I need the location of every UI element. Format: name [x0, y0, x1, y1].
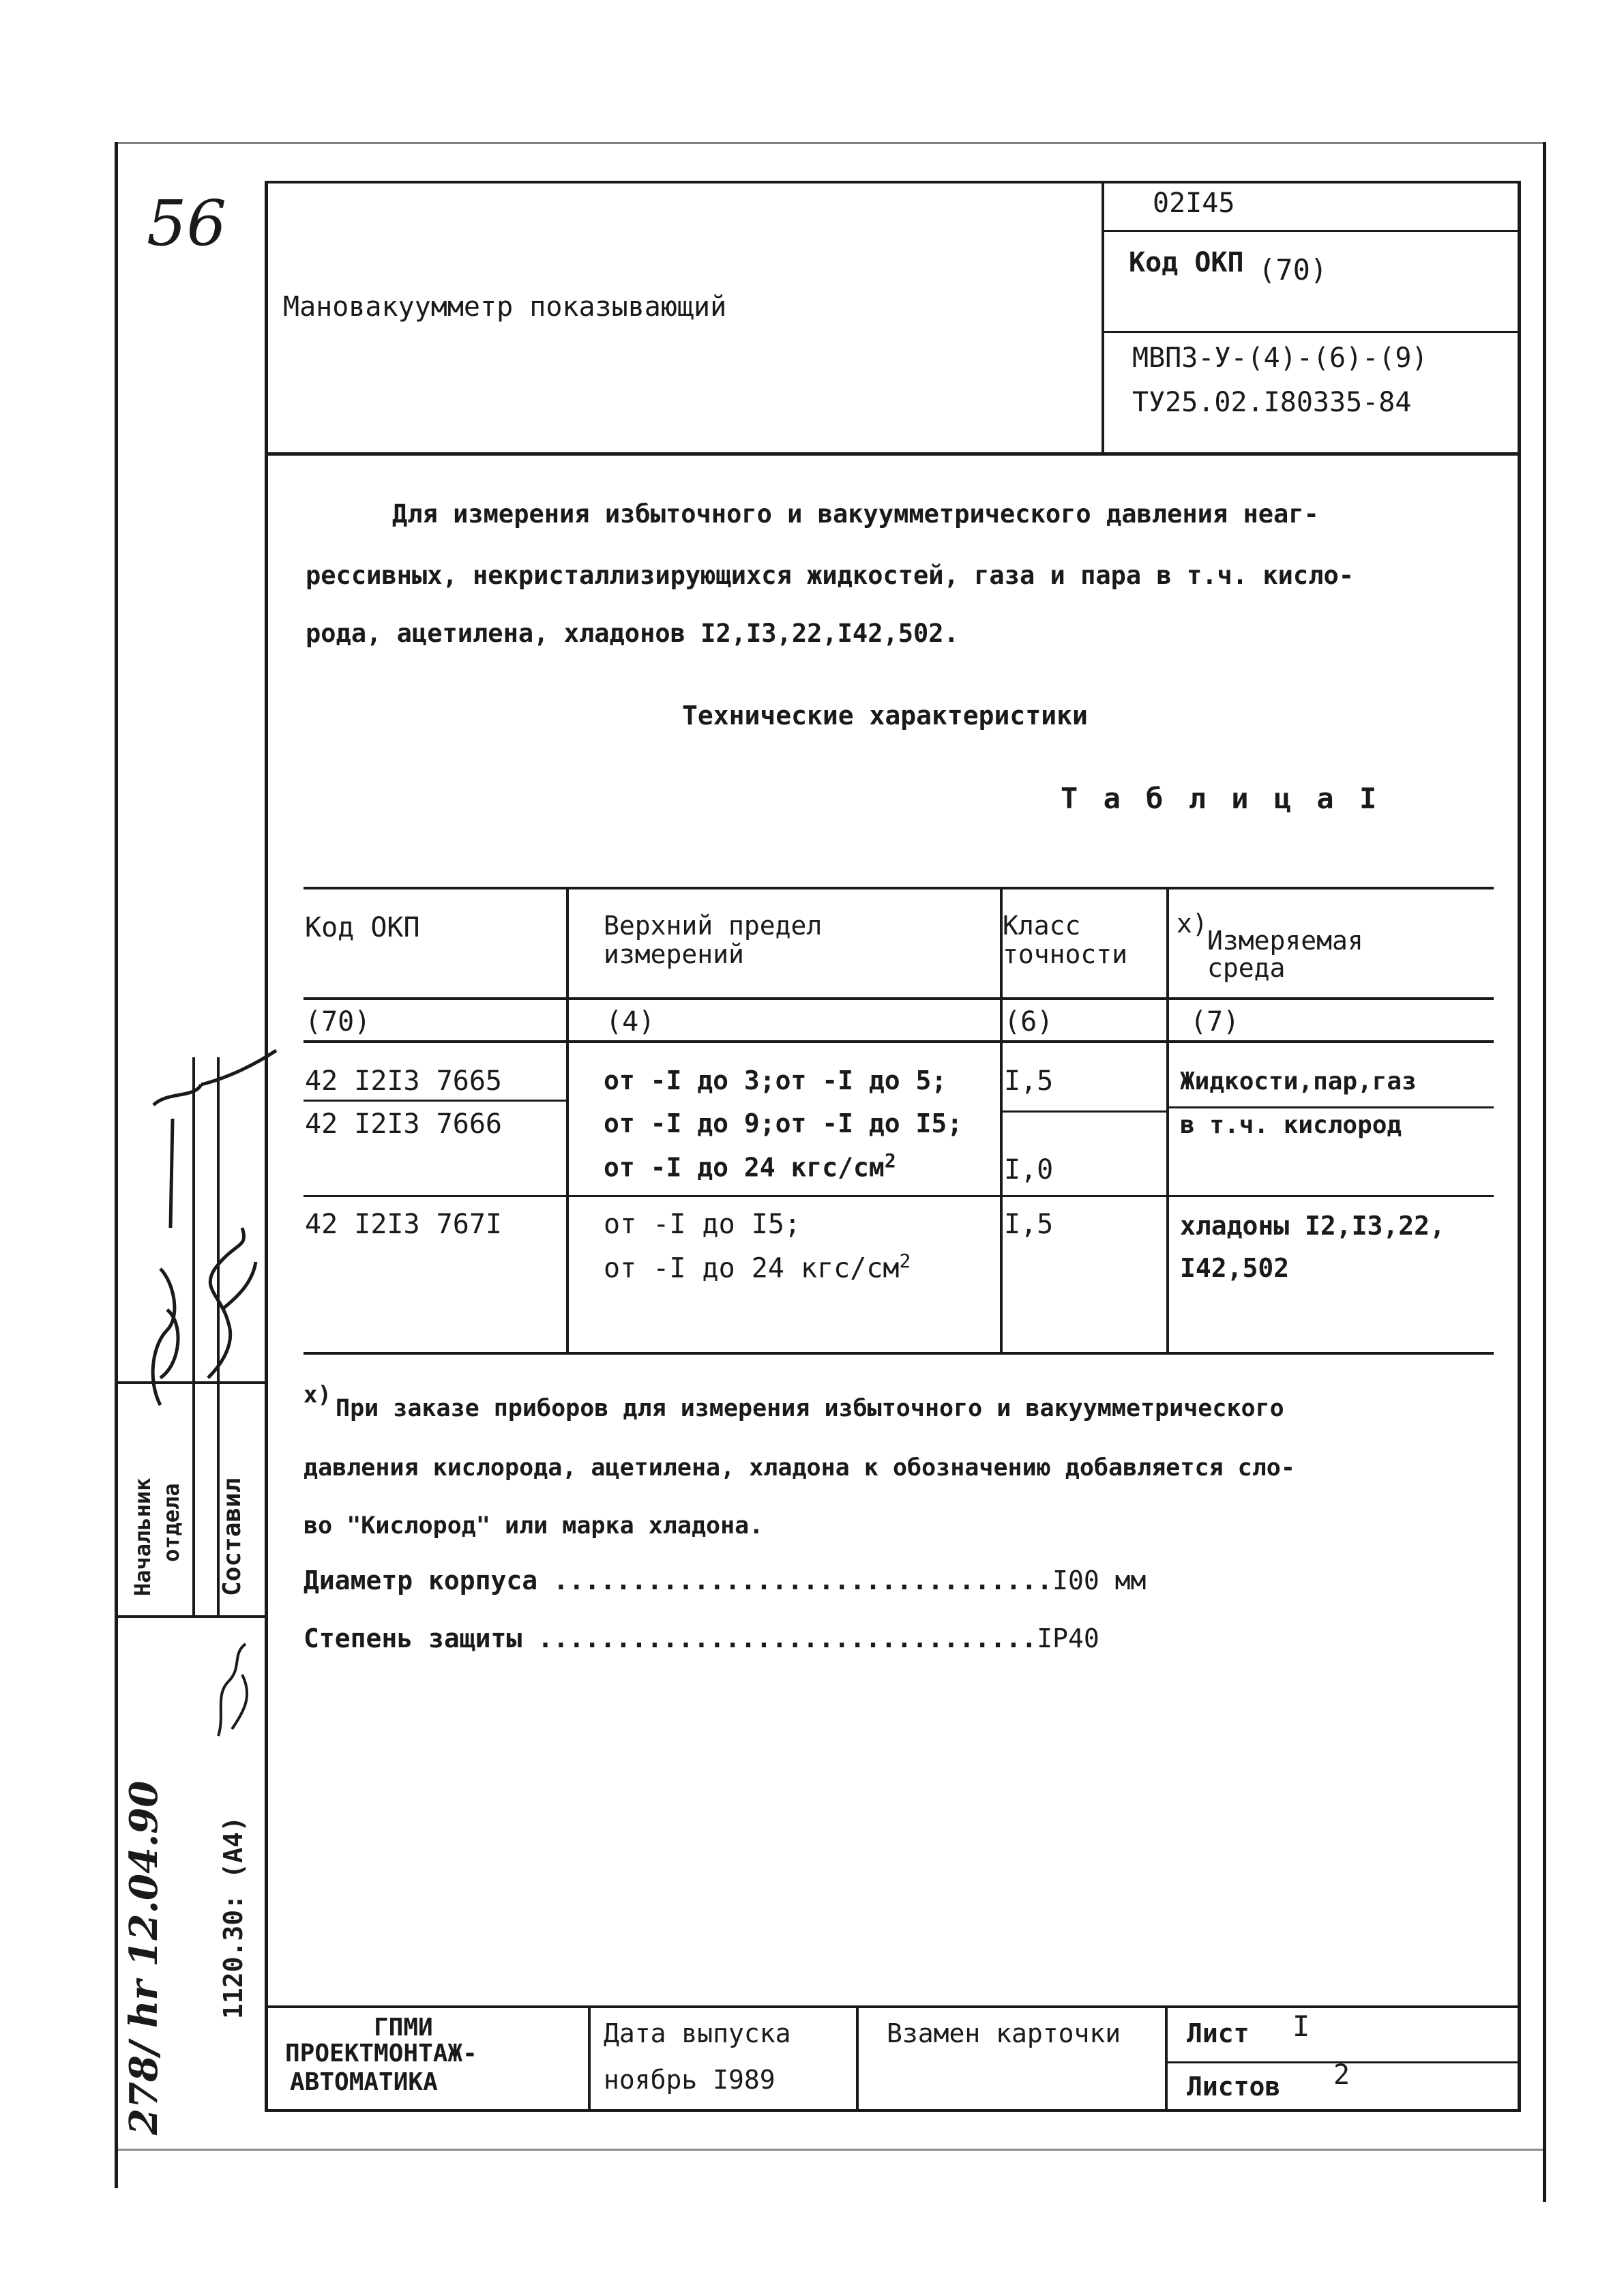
table-group-line [304, 1195, 1494, 1197]
sheet-label: Лист [1187, 2018, 1250, 2048]
release-label: Дата выпуска [604, 2018, 791, 2048]
header-upper-limit-2: измерений [604, 939, 744, 969]
header-row-line-2 [1102, 331, 1521, 333]
row-3-range [604, 1151, 896, 1181]
frame-right-line [1543, 142, 1546, 2202]
frame-bottom-line [115, 2149, 1546, 2151]
table-top-line [304, 887, 1494, 889]
row-1-class: I,5 [1004, 1065, 1054, 1097]
table-caption: Т а б л и ц а I [1061, 782, 1381, 815]
spec-protection [304, 1625, 1099, 1651]
spec-protection-label: Степень защиты [304, 1623, 538, 1653]
row-3-class: I,0 [1004, 1154, 1054, 1186]
stamp-head-label-2: отдела [158, 1483, 184, 1562]
intro-line-2: рессивных, некристаллизирующихся жидкостей, газа и пара в т.ч. кисло- [306, 561, 1355, 590]
frame-left-line [115, 142, 118, 2188]
field-code-6: (6) [1004, 1006, 1054, 1037]
spec-diameter-label: Диаметр корпуса [304, 1565, 554, 1595]
signature-small [205, 1634, 266, 1743]
okp-field: (70) [1258, 253, 1328, 286]
row-3-range-text: от -I до 24 кгс/см [604, 1152, 885, 1183]
release-date: ноябрь I989 [604, 2065, 775, 2095]
footnote-line-1: При заказе приборов для измерения избыточного и вакуумметрического [336, 1395, 1284, 1422]
row-1-range: от -I до 3;от -I до 5; [604, 1065, 947, 1095]
row-4-medium: хладоны I2,I3,22, [1180, 1211, 1445, 1241]
header-bottom-line [265, 452, 1521, 456]
sheets-value: 2 [1333, 2059, 1350, 2091]
frame-top-line [115, 142, 1546, 144]
table-row-line-medium [1166, 1106, 1494, 1108]
row-5-range-sup: 2 [899, 1250, 911, 1272]
org-line-2: ПРОЕКТМОНТАЖ- [285, 2040, 477, 2067]
section-title: Технические характеристики [682, 701, 1088, 731]
table-row-line-1 [304, 1100, 566, 1102]
stamp-compiled-label: Составил [218, 1477, 246, 1596]
field-code-4: (4) [606, 1006, 655, 1037]
spec-diameter [304, 1565, 1147, 1595]
table-col-line-1 [566, 887, 569, 1354]
spec-diameter-value: I00 мм [1052, 1565, 1147, 1595]
field-code-7: (7) [1190, 1006, 1240, 1037]
footer-bottom-line [265, 2109, 1521, 2112]
stamp-head-label-1: Начальник [130, 1477, 156, 1596]
device-title: Мановакуумметр показывающий [283, 291, 727, 323]
card-top-line [265, 181, 1521, 183]
sheets-label: Листов [1187, 2072, 1281, 2102]
spec-protection-dots: ................................ [537, 1623, 1037, 1653]
org-line-1: ГПМИ [374, 2014, 433, 2042]
row-1-code: 42 I2I3 7665 [305, 1065, 502, 1097]
footer-col-line-1 [588, 2005, 591, 2111]
page-number: 56 [147, 187, 227, 260]
header-medium-mark: х) [1177, 909, 1208, 939]
field-code-70: (70) [305, 1006, 371, 1037]
model-designation: МВПЗ-У-(4)-(6)-(9) [1132, 342, 1428, 374]
row-4-range: от -I до I5; [604, 1209, 801, 1240]
table-col-line-3 [1166, 887, 1169, 1354]
intro-line-3: рода, ацетилена, хладонов I2,I3,22,I42,502. [306, 619, 959, 648]
row-2-medium: в т.ч. кислород [1180, 1111, 1402, 1139]
sheet-value: I [1292, 2010, 1310, 2043]
replaces-label: Взамен карточки [887, 2018, 1121, 2048]
row-5-range [604, 1252, 911, 1282]
card-right-line [1518, 181, 1521, 2111]
code-number: 02I45 [1153, 188, 1235, 219]
signature-head [153, 1085, 201, 1405]
header-upper-limit-1: Верхний предел [604, 911, 823, 941]
spec-protection-value: IP40 [1037, 1623, 1099, 1653]
intro-line-1: Для измерения избыточного и вакуумметрического давления неаг- [392, 499, 1319, 529]
table-header-bottom-line [304, 997, 1494, 1000]
row-5-range-text: от -I до 24 кгс/см [604, 1252, 900, 1284]
row-2-code: 42 I2I3 7666 [305, 1108, 502, 1140]
standard-number: ТУ25.02.I80335-84 [1132, 387, 1412, 418]
row-1-medium: Жидкости,пар,газ [1180, 1068, 1417, 1095]
header-row-line-1 [1102, 230, 1521, 232]
footnote-line-2: давления кислорода, ацетилена, хладона к обозначению добавляется сло- [304, 1454, 1295, 1482]
footer-top-line [265, 2005, 1521, 2008]
row-4-code: 42 I2I3 767I [305, 1209, 502, 1240]
registry-note: 278/ hr 12.04.90 [121, 1780, 166, 2135]
org-line-3: АВТОМАТИКА [290, 2068, 438, 2096]
header-medium-1: Измеряемая [1207, 926, 1363, 956]
row-3-range-sup: 2 [884, 1149, 896, 1172]
header-divider [1102, 181, 1104, 454]
row-5-medium: I42,502 [1180, 1253, 1290, 1283]
signature-compiler [201, 1050, 276, 1378]
footer-col-line-3 [1165, 2005, 1168, 2111]
row-2-range: от -I до 9;от -I до I5; [604, 1108, 963, 1138]
header-accuracy-1: Класс [1003, 911, 1081, 941]
header-accuracy-2: точности [1003, 939, 1128, 969]
table-codes-bottom-line [304, 1040, 1494, 1043]
signatures [119, 1023, 297, 1637]
table-bottom-line [304, 1352, 1494, 1355]
header-medium-2: среда [1207, 953, 1286, 983]
row-4-class: I,5 [1004, 1209, 1054, 1240]
footnote-line-3: во "Кислород" или марка хладона. [304, 1512, 764, 1540]
table-row-line-class [1001, 1110, 1168, 1113]
signature-small-stroke [218, 1644, 247, 1736]
footer-col-line-2 [856, 2005, 859, 2111]
footnote-mark: х) [304, 1381, 331, 1409]
archive-code: 1120.30: (А4) [218, 1816, 248, 2019]
header-okp-code: Код ОКП [305, 912, 420, 943]
okp-label: Код ОКП [1129, 247, 1244, 278]
spec-diameter-dots: ................................ [553, 1565, 1053, 1595]
